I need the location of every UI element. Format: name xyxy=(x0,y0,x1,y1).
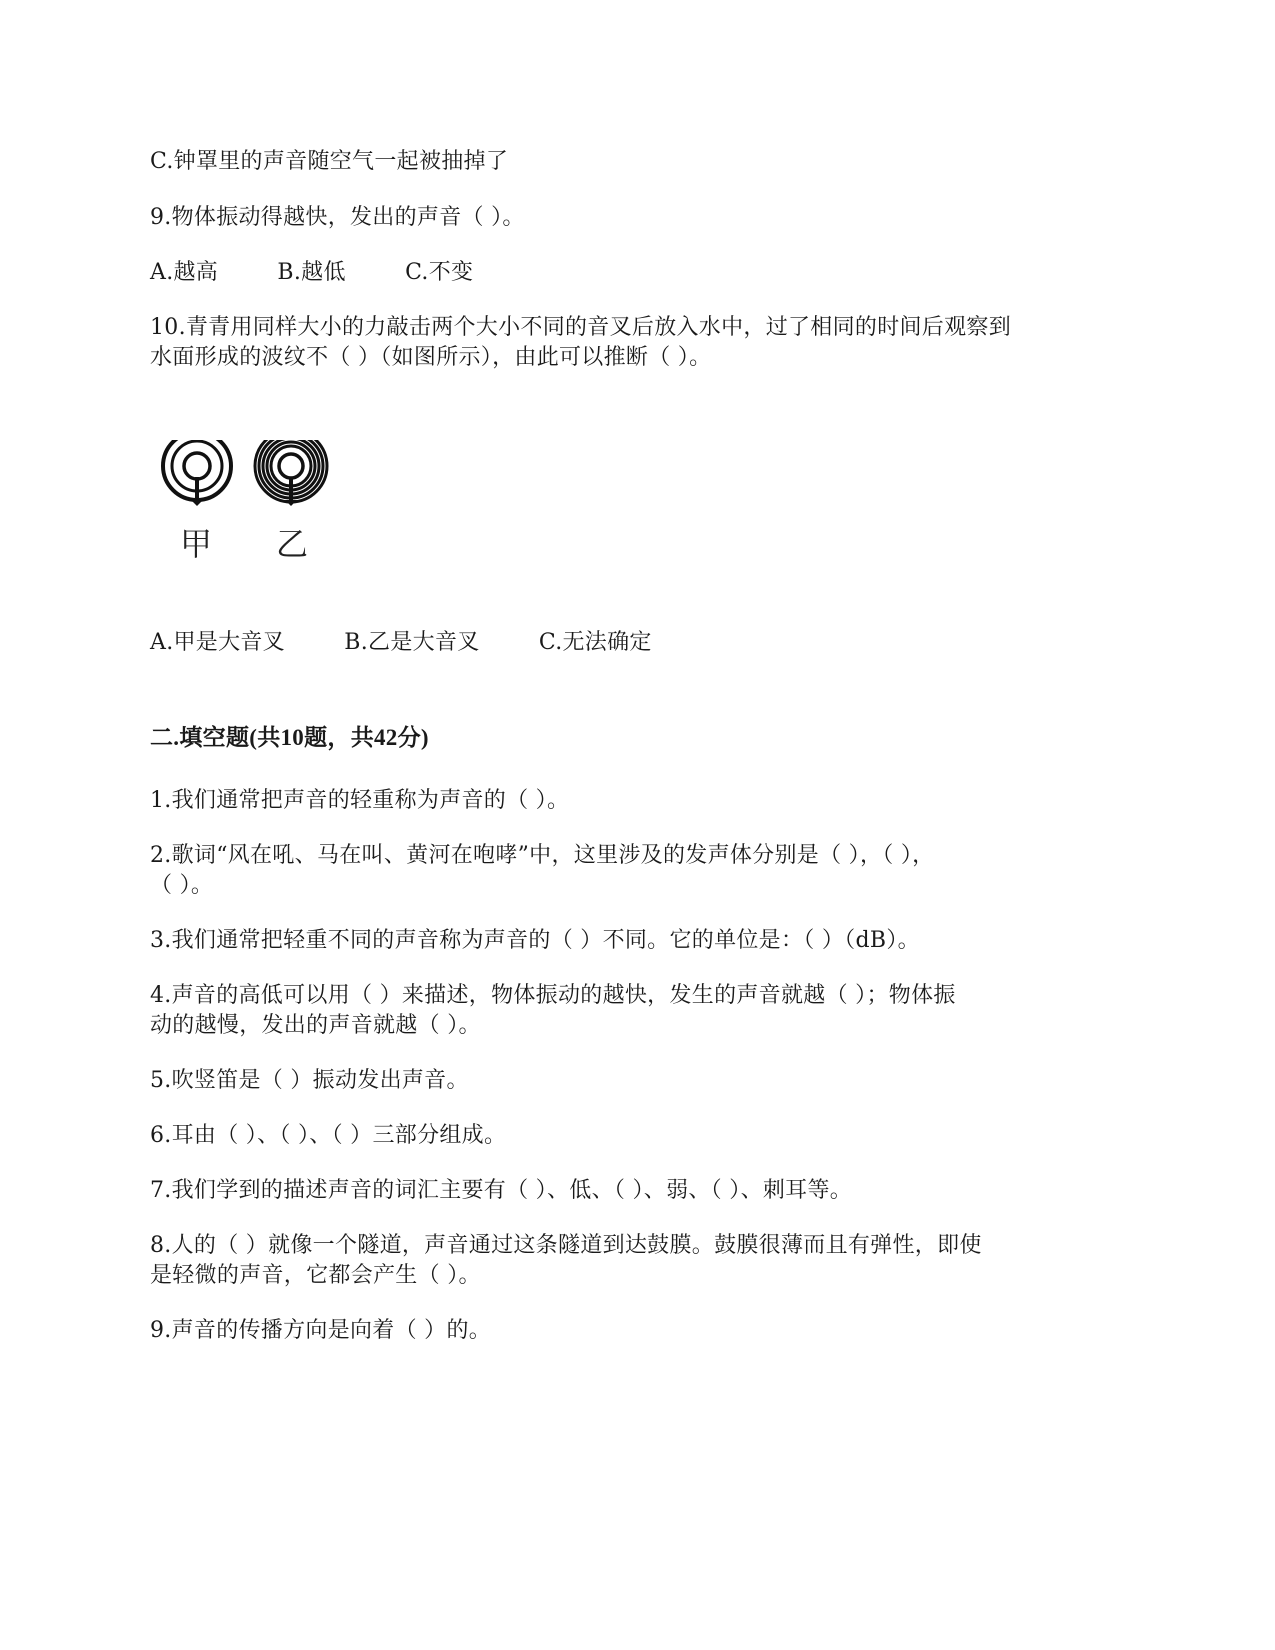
q9-option-a: A.越高 xyxy=(150,260,219,285)
q10-options xyxy=(150,627,652,659)
blank-q9-line-1: 9.声音的传播方向是向着（ ）的。 xyxy=(150,1318,492,1343)
blank-q4-line-2: 动的越慢，发出的声音就越（ ）。 xyxy=(150,1013,481,1038)
q9-option-b: B.越低 xyxy=(277,260,346,285)
ripple-jia xyxy=(163,440,231,506)
blank-q7-line-1: 7.我们学到的描述声音的词汇主要有（ ）、低、（ ）、弱、（ ）、刺耳等。 xyxy=(150,1178,853,1203)
q10-stem-line-2: 水面形成的波纹不（ ）（如图所示），由此可以推断（ ）。 xyxy=(150,345,712,370)
q10-option-a: A.甲是大音叉 xyxy=(150,630,285,655)
q8-option-c: C.钟罩里的声音随空气一起被抽掉了 xyxy=(150,149,509,174)
q10-stem-line-1: 10.青青用同样大小的力敲击两个大小不同的音叉后放入水中，过了相同的时间后观察到 xyxy=(150,315,1011,340)
q10-option-b: B.乙是大音叉 xyxy=(344,630,480,655)
blank-q5-line-1: 5.吹竖笛是（ ）振动发出声音。 xyxy=(150,1068,469,1093)
q9-stem: 9.物体振动得越快，发出的声音（ ）。 xyxy=(150,205,525,230)
blank-q3-line-1: 3.我们通常把轻重不同的声音称为声音的（ ）不同。它的单位是：（ ）（dB）。 xyxy=(150,928,920,953)
q9-options xyxy=(150,257,473,289)
section-2-heading: 二.填空题(共10题，共42分) xyxy=(150,725,429,750)
figure-label-yi: 乙 xyxy=(276,525,309,563)
blank-q4-line-1: 4.声音的高低可以用（ ）来描述，物体振动的越快，发生的声音就越（ ）；物体振 xyxy=(150,983,956,1008)
blank-q8-line-2: 是轻微的声音，它都会产生（ ）。 xyxy=(150,1263,481,1288)
blank-q1-line-1: 1.我们通常把声音的轻重称为声音的（ ）。 xyxy=(150,788,570,813)
blank-q2-line-1: 2.歌词“风在吼、马在叫、黄河在咆哮”中，这里涉及的发声体分别是（ ），（ ）， xyxy=(150,843,935,868)
blank-q8-line-1: 8.人的（ ）就像一个隧道，声音通过这条隧道到达鼓膜。鼓膜很薄而且有弹性，即使 xyxy=(150,1233,982,1258)
tuning-fork-ripple-figure xyxy=(160,440,360,590)
ripple-yi xyxy=(255,440,327,506)
blank-q2-line-2: （ ）。 xyxy=(150,873,214,898)
blank-q6-line-1: 6.耳由（ ）、（ ）、（ ）三部分组成。 xyxy=(150,1123,507,1148)
q10-option-c: C.无法确定 xyxy=(538,630,652,655)
ripple-diagram xyxy=(160,440,360,520)
q9-option-c: C.不变 xyxy=(405,260,474,285)
figure-label-jia: 甲 xyxy=(180,525,213,563)
